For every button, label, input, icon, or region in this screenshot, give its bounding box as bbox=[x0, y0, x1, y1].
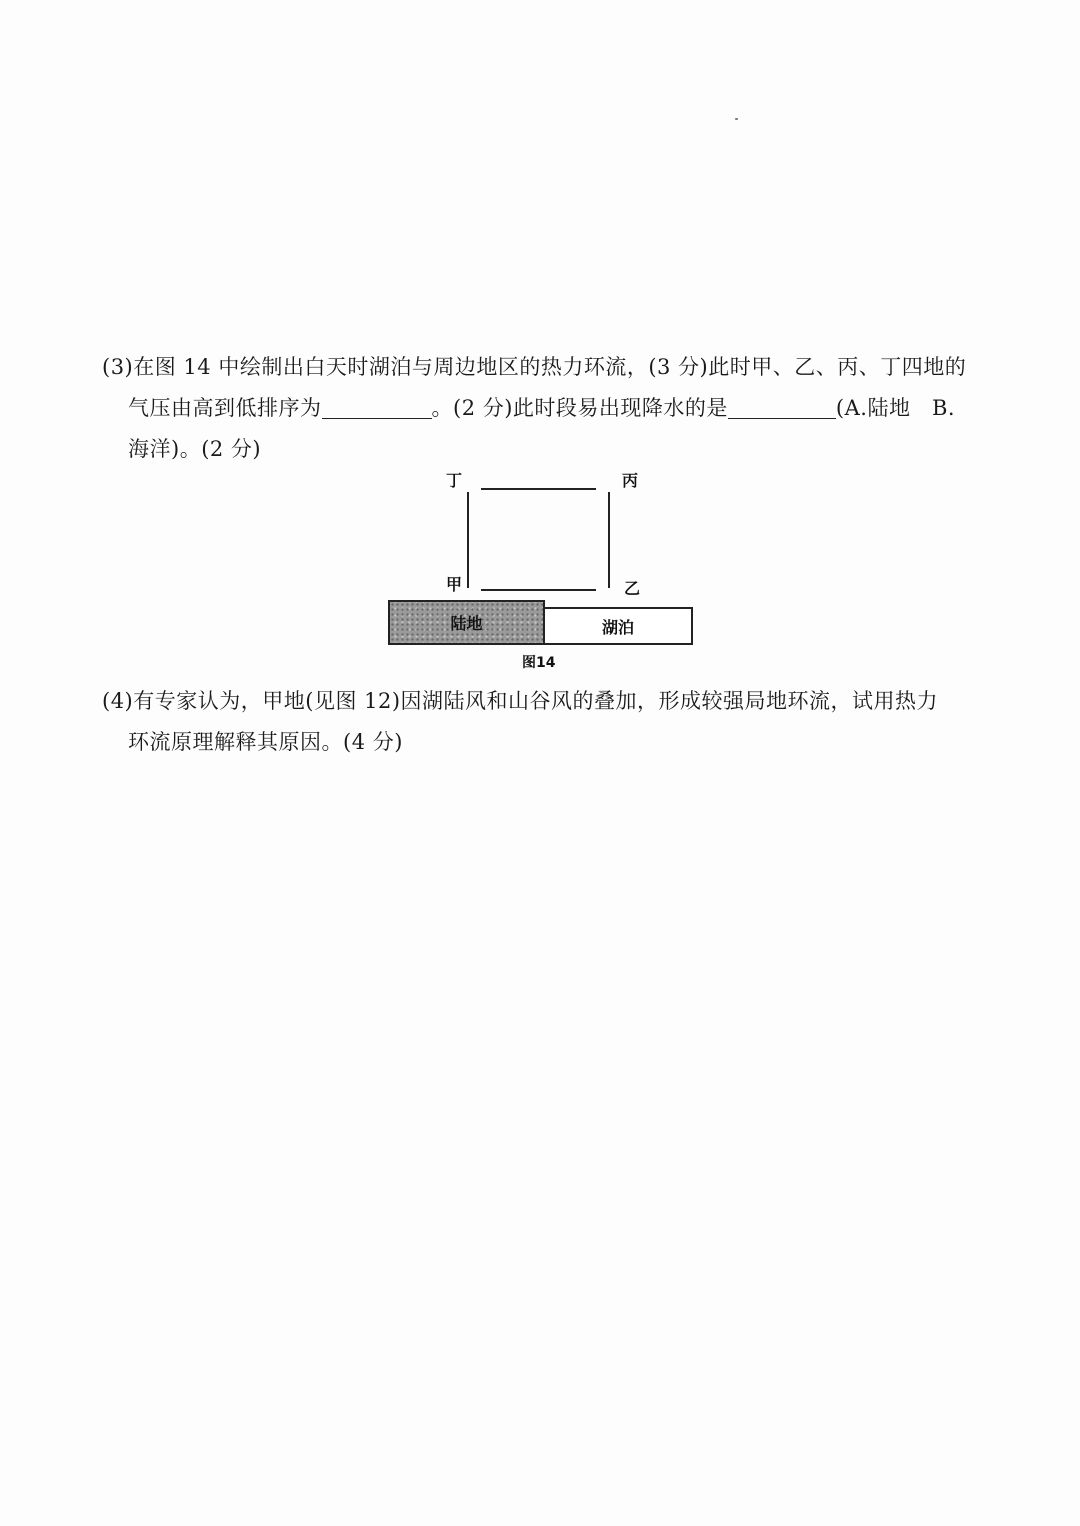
figure-14 bbox=[386, 462, 698, 674]
lower-isobar-line bbox=[481, 589, 596, 591]
pressure-order-blank[interactable] bbox=[322, 396, 432, 419]
point-yi-label: 乙 bbox=[624, 579, 641, 598]
point-bing-label: 丙 bbox=[622, 471, 639, 490]
upper-isobar-line bbox=[481, 488, 596, 490]
question-4-line-2: 环流原理解释其原因。(4 分) bbox=[128, 730, 403, 754]
precipitation-blank[interactable] bbox=[728, 396, 836, 419]
question-3-line-3: 海洋)。(2 分) bbox=[128, 437, 262, 461]
figure-caption: 图14 bbox=[522, 655, 556, 671]
scan-speck bbox=[735, 118, 738, 120]
question-3-text-c: (A.陆地 B. bbox=[835, 396, 956, 420]
question-3 bbox=[102, 347, 972, 470]
land-block bbox=[388, 600, 545, 645]
question-3-line-1: (3)在图 14 中绘制出白天时湖泊与周边地区的热力环流，(3 分)此时甲、乙、丙、丁四地的 bbox=[102, 355, 967, 379]
lake-label: 湖泊 bbox=[601, 617, 634, 637]
question-4-line-1: (4)有专家认为，甲地(见图 12)因湖陆风和山谷风的叠加，形成较强局地环流，试用热力 bbox=[102, 689, 939, 713]
left-vertical-line bbox=[467, 492, 469, 588]
lake-block bbox=[545, 607, 693, 645]
question-3-text-b: 。(2 分)此时段易出现降水的是 bbox=[431, 396, 728, 420]
point-jia-label: 甲 bbox=[446, 575, 463, 594]
question-3-line-2 bbox=[102, 388, 972, 429]
right-vertical-line bbox=[608, 492, 610, 588]
question-4 bbox=[102, 681, 972, 763]
question-3-text-a: 气压由高到低排序为 bbox=[128, 396, 322, 420]
point-ding-label: 丁 bbox=[446, 471, 463, 490]
land-label: 陆地 bbox=[450, 614, 483, 633]
